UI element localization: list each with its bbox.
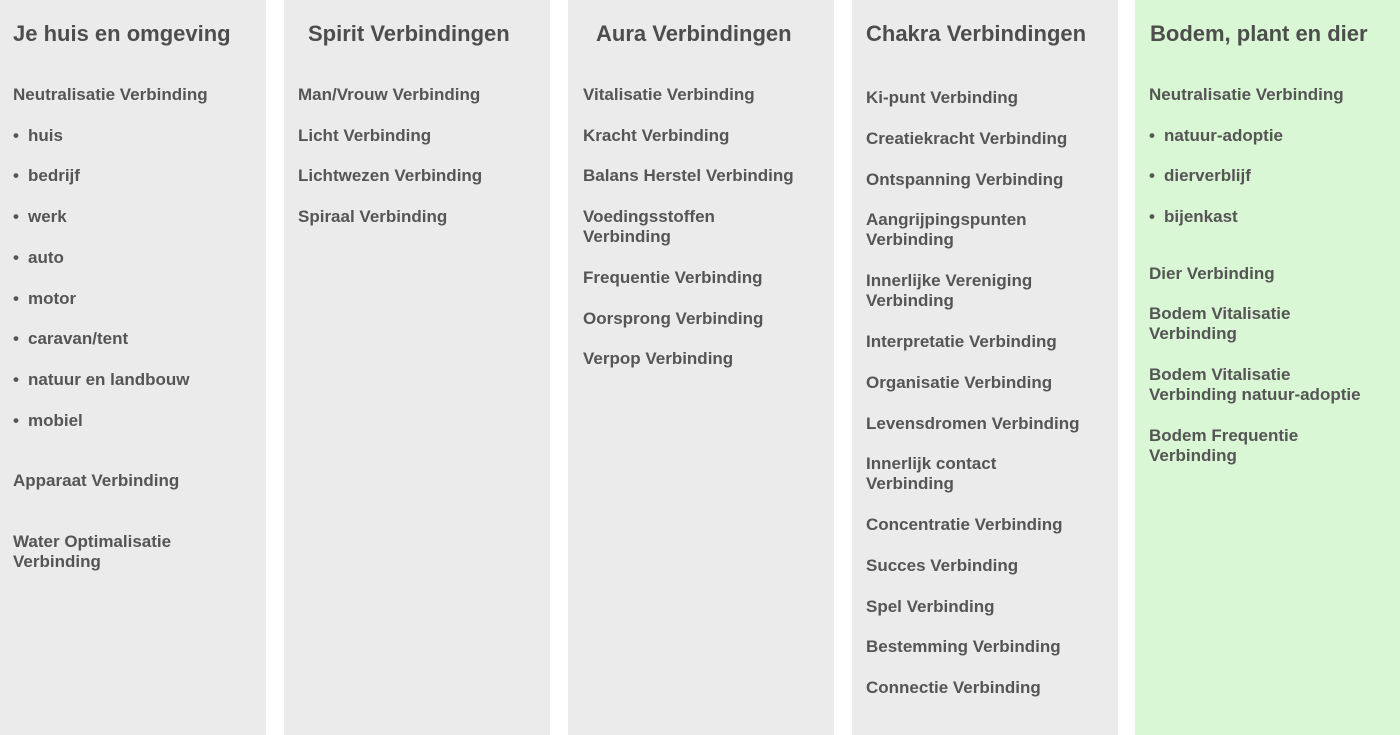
menu-item-huis[interactable] xyxy=(13,126,63,146)
menu-item-kracht-verbinding[interactable] xyxy=(583,126,729,146)
menu-item-natuur-en-landbouw[interactable] xyxy=(13,370,190,390)
menu-item-verpop-verbinding[interactable] xyxy=(583,349,733,369)
item-label: Concentratie Verbinding xyxy=(866,515,1063,534)
item-label: Apparaat Verbinding xyxy=(13,471,180,490)
item-label: Ontspanning Verbinding xyxy=(866,170,1064,189)
menu-item-neutralisatie-verbinding[interactable] xyxy=(13,85,208,105)
bullet-icon: • xyxy=(13,207,19,226)
item-label: Licht Verbinding xyxy=(298,126,432,145)
item-label: motor xyxy=(28,289,77,308)
item-label: natuur-adoptie xyxy=(1164,126,1283,145)
menu-item-innerlijk-contact-verbinding[interactable] xyxy=(866,454,996,494)
menu-item-apparaat-verbinding[interactable] xyxy=(13,471,179,491)
menu-item-aangrijpingspunten-verbinding[interactable] xyxy=(866,210,1027,250)
menu-item-bodem-frequentie-verbinding[interactable] xyxy=(1149,426,1298,466)
column-title: Aura Verbindingen xyxy=(596,21,792,46)
menu-item-frequentie-verbinding[interactable] xyxy=(583,268,762,288)
item-label: mobiel xyxy=(28,411,83,430)
bullet-icon: • xyxy=(13,370,19,389)
menu-item-water-optimalisatie-verbinding[interactable] xyxy=(13,532,171,572)
menu-item-bedrijf[interactable] xyxy=(13,166,80,186)
item-label: werk xyxy=(28,207,67,226)
item-label: Interpretatie Verbinding xyxy=(866,332,1057,351)
menu-item-organisatie-verbinding[interactable] xyxy=(866,373,1052,393)
item-label-line-1: Voedingsstoffen xyxy=(583,207,715,226)
menu-item-creatiekracht-verbinding[interactable] xyxy=(866,129,1067,149)
item-label: Organisatie Verbinding xyxy=(866,373,1053,392)
menu-item-natuur-adoptie[interactable] xyxy=(1149,126,1283,146)
item-label-line-1: Aangrijpingspunten xyxy=(866,210,1027,229)
bullet-icon: • xyxy=(13,126,19,145)
menu-item-concentratie-verbinding[interactable] xyxy=(866,515,1062,535)
item-label-line-1: Bodem Frequentie xyxy=(1149,426,1299,445)
menu-item-caravan-tent[interactable] xyxy=(13,329,128,349)
column-title: Bodem, plant en dier xyxy=(1150,21,1368,46)
menu-item-motor[interactable] xyxy=(13,289,76,309)
menu-item-mobiel[interactable] xyxy=(13,411,83,431)
item-label-line-2: Verbinding xyxy=(13,552,101,571)
menu-item-licht-verbinding[interactable] xyxy=(298,126,431,146)
item-label: bijenkast xyxy=(1164,207,1238,226)
item-label-line-1: Innerlijke Vereniging xyxy=(866,271,1033,290)
menu-item-vitalisatie-verbinding[interactable] xyxy=(583,85,755,105)
item-label: dierverblijf xyxy=(1164,166,1251,185)
item-label: Frequentie Verbinding xyxy=(583,268,763,287)
column-chakra-verbindingen xyxy=(852,0,1118,735)
menu-item-neutralisatie-verbinding[interactable] xyxy=(1149,85,1344,105)
column-je-huis-en-omgeving xyxy=(0,0,266,735)
menu-item-oorsprong-verbinding[interactable] xyxy=(583,309,763,329)
menu-item-balans-herstel-verbinding[interactable] xyxy=(583,166,794,186)
menu-item-levensdromen-verbinding[interactable] xyxy=(866,414,1080,434)
column-spirit-verbindingen xyxy=(284,0,550,735)
item-label-line-1: Innerlijk contact xyxy=(866,454,997,473)
item-label: Man/Vrouw Verbinding xyxy=(298,85,481,104)
item-label-line-2: Verbinding xyxy=(1149,446,1237,465)
menu-item-werk[interactable] xyxy=(13,207,67,227)
item-label-line-2: Verbinding natuur-adoptie xyxy=(1149,385,1361,404)
menu-item-bodem-vitalisatie-verbinding-natuur-adoptie[interactable] xyxy=(1149,365,1361,405)
item-label: Succes Verbinding xyxy=(866,556,1019,575)
item-label: Connectie Verbinding xyxy=(866,678,1041,697)
menu-item-bodem-vitalisatie-verbinding[interactable] xyxy=(1149,304,1290,344)
item-label-line-1: Bodem Vitalisatie xyxy=(1149,304,1291,323)
column-aura-verbindingen xyxy=(568,0,834,735)
bullet-icon: • xyxy=(13,248,19,267)
item-label: Balans Herstel Verbinding xyxy=(583,166,794,185)
item-label: Spel Verbinding xyxy=(866,597,995,616)
item-label: Bestemming Verbinding xyxy=(866,637,1061,656)
item-label: Neutralisatie Verbinding xyxy=(13,85,208,104)
item-label: Ki-punt Verbinding xyxy=(866,88,1019,107)
bullet-icon: • xyxy=(1149,207,1155,226)
item-label: Spiraal Verbinding xyxy=(298,207,448,226)
menu-item-dier-verbinding[interactable] xyxy=(1149,264,1275,284)
menu-item-bestemming-verbinding[interactable] xyxy=(866,637,1061,657)
menu-item-ontspanning-verbinding[interactable] xyxy=(866,170,1063,190)
item-label: Kracht Verbinding xyxy=(583,126,730,145)
menu-item-succes-verbinding[interactable] xyxy=(866,556,1018,576)
column-title: Spirit Verbindingen xyxy=(308,21,510,46)
menu-item-spel-verbinding[interactable] xyxy=(866,597,994,617)
bullet-icon: • xyxy=(1149,166,1155,185)
menu-item-auto[interactable] xyxy=(13,248,64,268)
item-label: natuur en landbouw xyxy=(28,370,190,389)
menu-item-bijenkast[interactable] xyxy=(1149,207,1238,227)
item-label: Levensdromen Verbinding xyxy=(866,414,1080,433)
item-label: Oorsprong Verbinding xyxy=(583,309,764,328)
item-label: Dier Verbinding xyxy=(1149,264,1275,283)
item-label: Lichtwezen Verbinding xyxy=(298,166,483,185)
menu-item-ki-punt-verbinding[interactable] xyxy=(866,88,1018,108)
menu-item-lichtwezen-verbinding[interactable] xyxy=(298,166,482,186)
menu-item-innerlijke-vereniging-verbinding[interactable] xyxy=(866,271,1032,311)
column-bodem-plant-en-dier xyxy=(1135,0,1400,735)
item-label: huis xyxy=(28,126,63,145)
menu-item-interpretatie-verbinding[interactable] xyxy=(866,332,1057,352)
menu-item-connectie-verbinding[interactable] xyxy=(866,678,1041,698)
menu-item-spiraal-verbinding[interactable] xyxy=(298,207,447,227)
column-title: Chakra Verbindingen xyxy=(866,21,1087,46)
item-label: Vitalisatie Verbinding xyxy=(583,85,755,104)
bullet-icon: • xyxy=(1149,126,1155,145)
bullet-icon: • xyxy=(13,411,19,430)
item-label: bedrijf xyxy=(28,166,80,185)
item-label-line-2: Verbinding xyxy=(583,227,671,246)
bullet-icon: • xyxy=(13,289,19,308)
menu-item-man-vrouw-verbinding[interactable] xyxy=(298,85,480,105)
bullet-icon: • xyxy=(13,166,19,185)
item-label: Creatiekracht Verbinding xyxy=(866,129,1068,148)
item-label-line-1: Water Optimalisatie xyxy=(13,532,172,551)
item-label: Neutralisatie Verbinding xyxy=(1149,85,1344,104)
item-label: auto xyxy=(28,248,64,267)
item-label-line-2: Verbinding xyxy=(866,230,954,249)
menu-item-voedingsstoffen-verbinding[interactable] xyxy=(583,207,715,247)
bullet-icon: • xyxy=(13,329,19,348)
menu-item-dierverblijf[interactable] xyxy=(1149,166,1251,186)
column-title: Je huis en omgeving xyxy=(13,21,231,46)
item-label: caravan/tent xyxy=(28,329,129,348)
item-label-line-2: Verbinding xyxy=(866,474,954,493)
item-label-line-1: Bodem Vitalisatie xyxy=(1149,365,1291,384)
item-label: Verpop Verbinding xyxy=(583,349,734,368)
item-label-line-2: Verbinding xyxy=(866,291,954,310)
item-label-line-2: Verbinding xyxy=(1149,324,1237,343)
